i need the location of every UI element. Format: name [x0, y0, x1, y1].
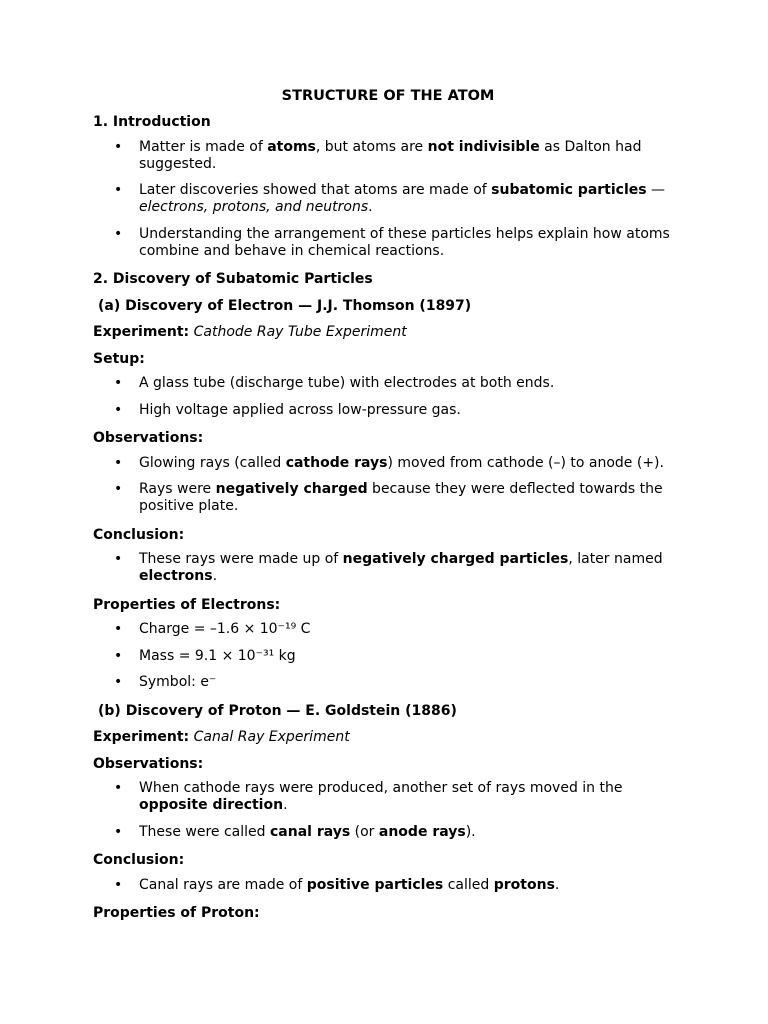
list-item: • High voltage applied across low-pressure gas. [114, 401, 461, 418]
bullet-icon: • [114, 481, 123, 497]
experiment-value: Cathode Ray Tube Experiment [193, 324, 407, 340]
conclusion-list-electron [93, 551, 683, 585]
bullet-icon: • [114, 225, 123, 242]
list-item: • Mass = 9.1 × 10⁻³¹ kg [114, 647, 296, 664]
list-item: • Later discoveries showed that atoms are made of subatomic particles — electrons, protons, and neutrons. [114, 182, 666, 215]
bullet-icon: • [114, 182, 123, 198]
experiment-label: Experiment: [93, 729, 190, 745]
experiment-line-electron [93, 322, 683, 342]
subsection-heading-proton: (b) Discovery of Proton — E. Goldstein (1886) [98, 702, 457, 719]
list-item: • These were called canal rays (or anode rays). [114, 823, 476, 840]
conclusion-label-electron: Conclusion: [93, 526, 185, 543]
observations-list-electron [93, 455, 683, 516]
list-item: • When cathode rays were produced, another set of rays moved in the opposite direction. [114, 780, 623, 813]
experiment-value: Canal Ray Experiment [193, 729, 350, 745]
properties-label-proton: Properties of Proton: [93, 905, 260, 921]
observations-list-proton [93, 780, 683, 841]
bullet-icon: • [114, 138, 123, 155]
experiment-line-proton [93, 727, 683, 747]
setup-list [93, 375, 683, 419]
list-item: • Symbol: e⁻ [114, 674, 217, 690]
setup-label: Setup: [93, 350, 145, 367]
bullet-icon: • [114, 621, 123, 637]
properties-list-electron [93, 621, 683, 691]
bullet-icon: • [114, 647, 123, 664]
bullet-icon: • [114, 780, 123, 796]
subsection-heading-electron: (a) Discovery of Electron — J.J. Thomson (1897) [98, 297, 472, 314]
list-item: • Glowing rays (called cathode rays) moved from cathode (–) to anode (+). [114, 454, 664, 471]
list-item: • Rays were negatively charged because they were deflected towards the positive plate. [114, 481, 663, 514]
bullet-icon: • [114, 454, 123, 471]
document-title: STRUCTURE OF THE ATOM [281, 88, 495, 104]
conclusion-label-proton: Conclusion: [93, 852, 185, 868]
observations-label-electron: Observations: [93, 430, 204, 446]
introduction-list [93, 139, 683, 260]
observations-label-proton: Observations: [93, 755, 204, 772]
section-heading-subatomic: 2. Discovery of Subatomic Particles [93, 271, 373, 287]
bullet-icon: • [114, 823, 123, 840]
list-item: • A glass tube (discharge tube) with electrodes at both ends. [114, 375, 555, 391]
list-item: • Understanding the arrangement of these particles helps explain how atoms combine and behave in chemical reactions. [114, 225, 670, 259]
list-item: • Charge = –1.6 × 10⁻¹⁹ C [114, 621, 311, 637]
list-item: • Canal rays are made of positive particles called protons. [114, 876, 560, 893]
bullet-icon: • [114, 551, 123, 567]
properties-label-electron: Properties of Electrons: [93, 596, 281, 613]
conclusion-list-proton [93, 877, 683, 894]
section-heading-introduction: 1. Introduction [93, 114, 211, 130]
bullet-icon: • [114, 674, 123, 690]
list-item: • These rays were made up of negatively charged particles, later named electrons. [114, 551, 663, 584]
list-item: • Matter is made of atoms, but atoms are not indivisible as Dalton had suggested. [114, 138, 642, 172]
document-page [93, 86, 683, 930]
bullet-icon: • [114, 401, 123, 418]
bullet-icon: • [114, 375, 123, 391]
bullet-icon: • [114, 876, 123, 893]
experiment-label: Experiment: [93, 324, 190, 340]
